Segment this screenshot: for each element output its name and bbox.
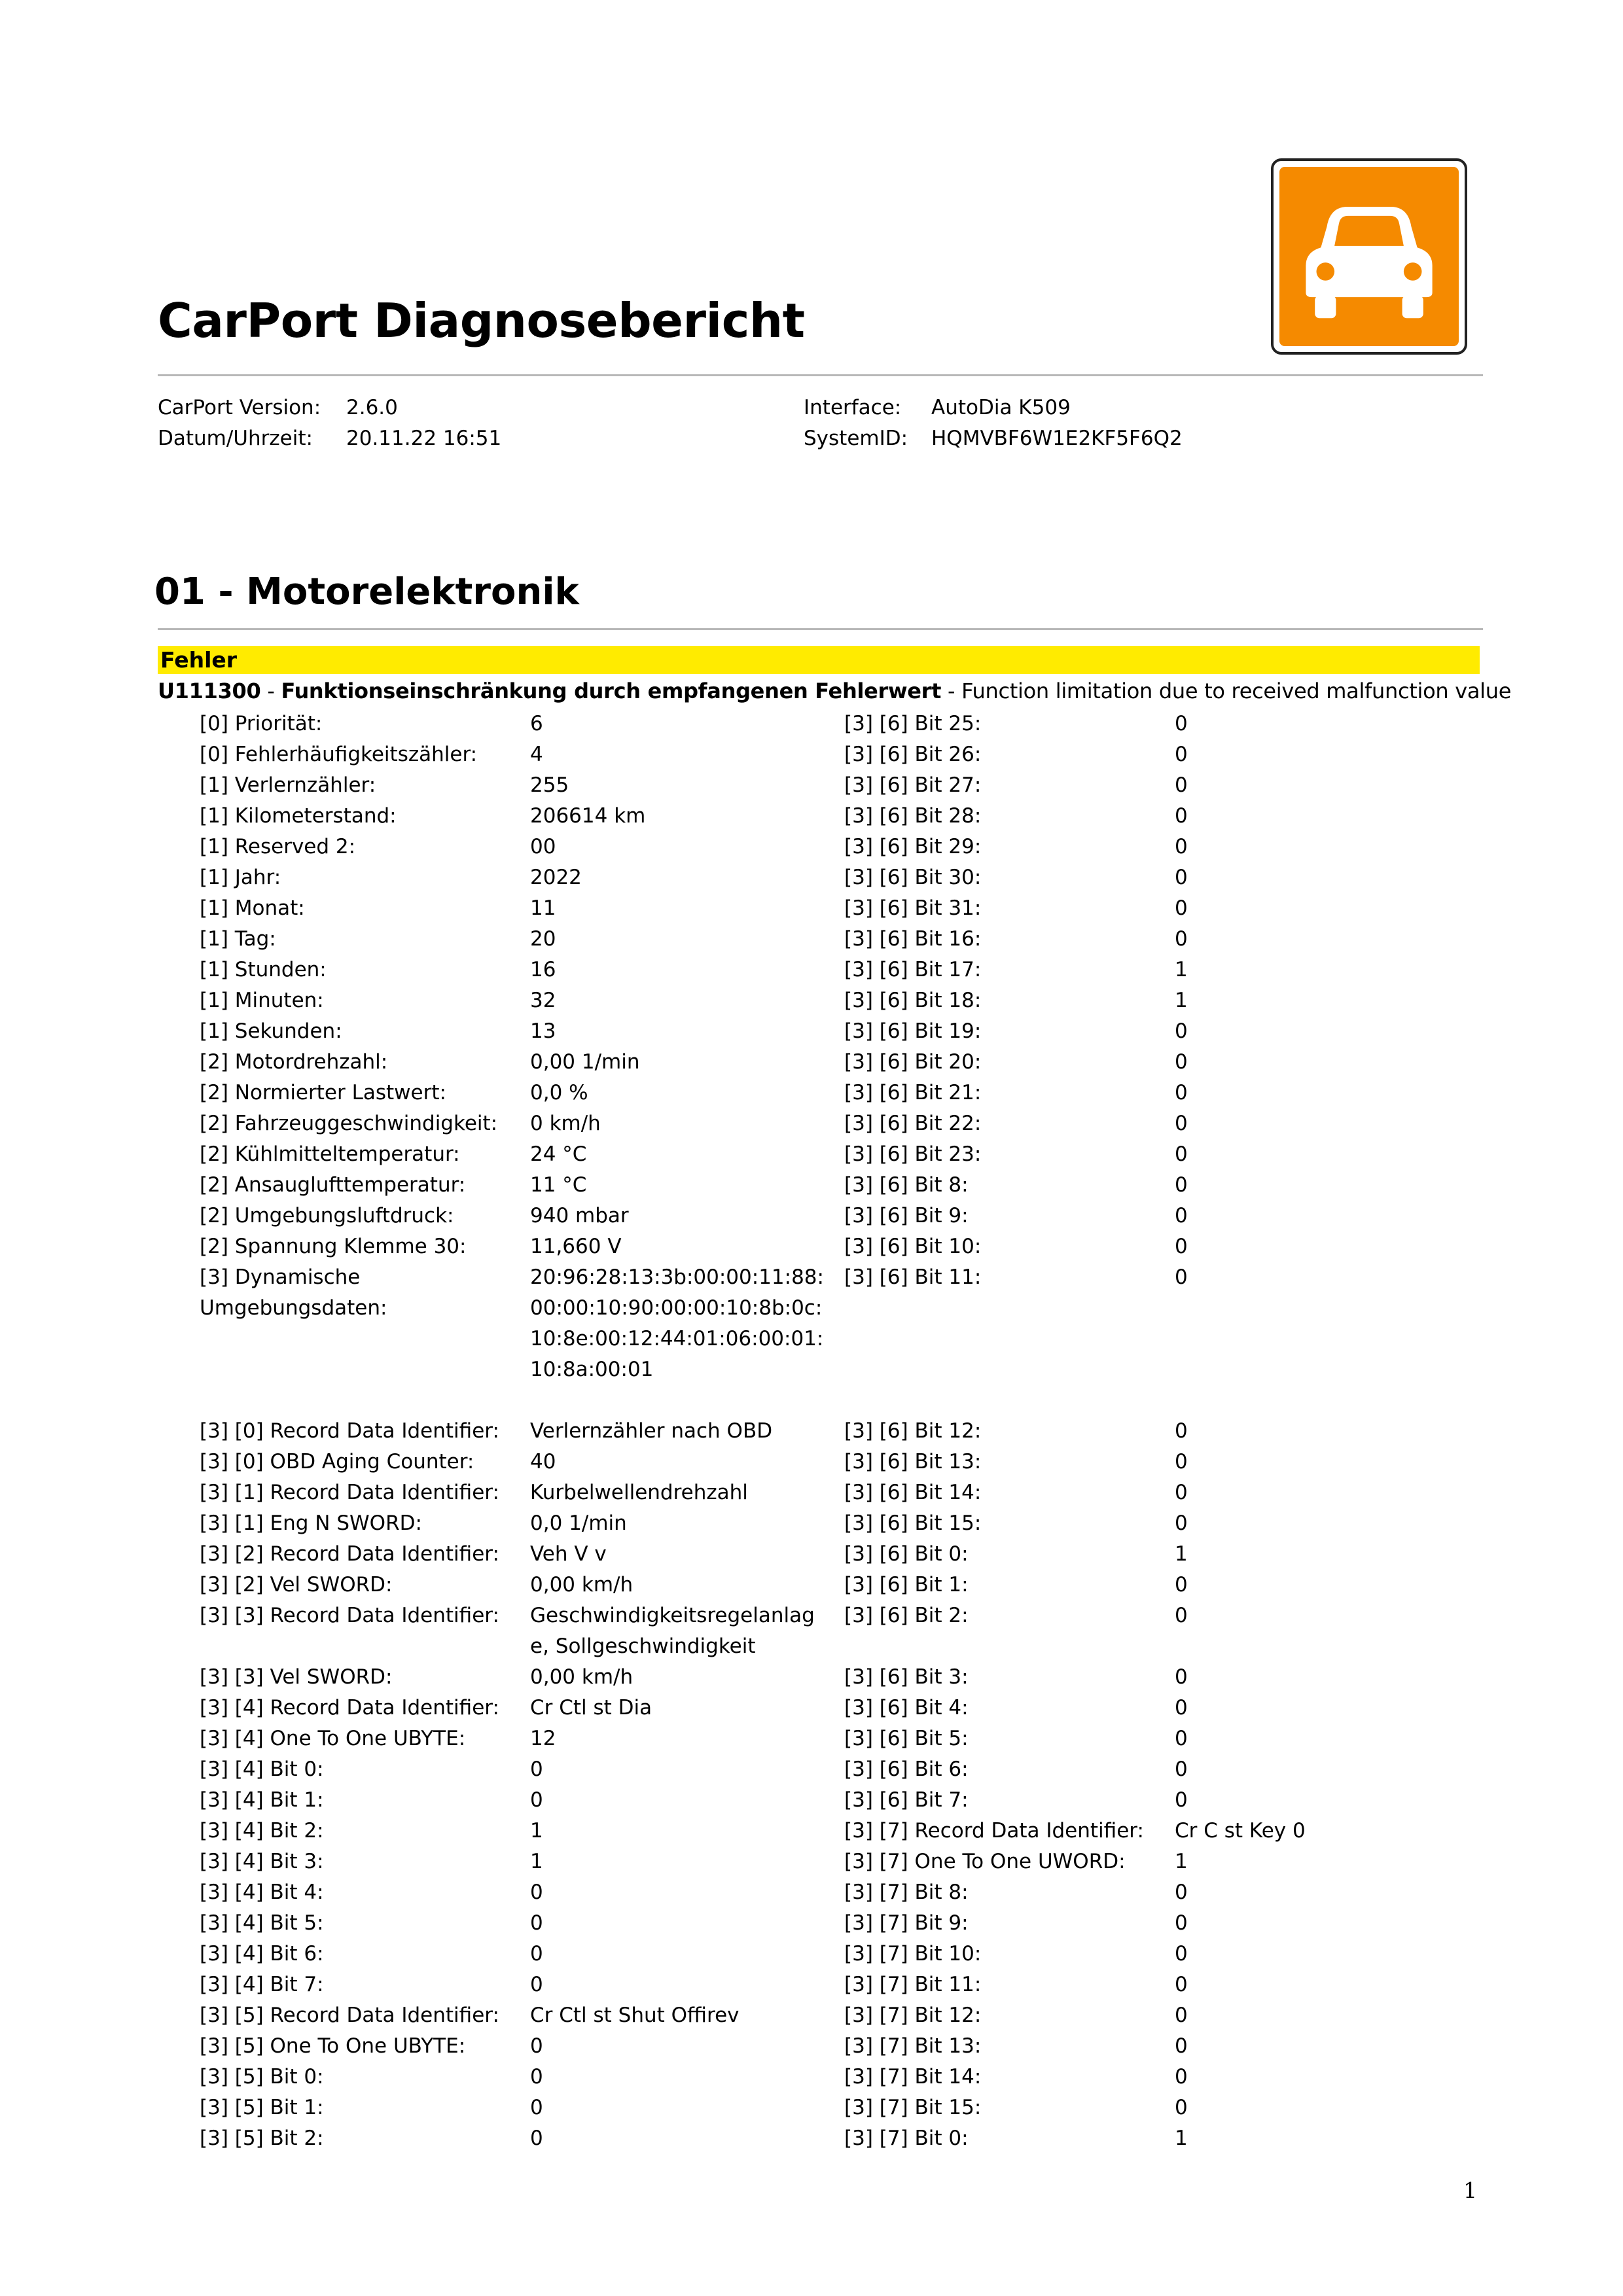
parameter-value: 255 <box>530 773 569 797</box>
parameter-value: 0 <box>1175 743 1188 766</box>
parameter-label: [3] [6] Bit 8: <box>844 1173 969 1197</box>
parameter-row <box>844 893 1450 924</box>
parameter-label: [3] [6] Bit 0: <box>844 1542 969 1566</box>
parameter-label: [3] [7] One To One UWORD: <box>844 1850 1126 1873</box>
carport-logo <box>1271 158 1467 355</box>
parameter-row <box>844 924 1450 955</box>
parameter-label: [3] [4] Record Data Identifier: <box>200 1696 499 1720</box>
parameter-label: [2] Normierter Lastwert: <box>200 1081 446 1104</box>
parameter-label: [3] [2] Vel SWORD: <box>200 1573 393 1597</box>
parameter-value: 1 <box>1175 958 1188 981</box>
parameter-value: 1 <box>530 1850 543 1873</box>
parameter-value: 20:96:28:13:3b:00:00:11:88:00:00:10:90:00:00:10:8b:0c:10:8e:00:12:44:01:06:00:01:10:8a:00:01 <box>530 1265 824 1381</box>
report-title: CarPort Diagnosebericht <box>158 293 805 348</box>
parameter-value: 0 <box>1175 773 1188 797</box>
parameter-value: 16 <box>530 958 556 981</box>
parameter-label: [3] [6] Bit 2: <box>844 1604 969 1627</box>
parameter-row <box>844 1108 1450 1139</box>
meta-value: HQMVBF6W1E2KF5F6Q2 <box>931 427 1183 450</box>
parameter-row <box>200 1416 831 1447</box>
car-icon <box>1294 181 1444 332</box>
parameter-label: [3] [5] Bit 2: <box>200 2127 324 2150</box>
parameter-row <box>844 832 1450 862</box>
parameter-row <box>844 2000 1450 2031</box>
parameter-row <box>200 1231 831 1262</box>
parameter-label: [2] Fahrzeuggeschwindigkeit: <box>200 1112 498 1135</box>
parameter-value: 0,00 km/h <box>530 1665 633 1689</box>
parameter-value: 0 <box>530 1757 543 1781</box>
parameter-label: [3] [7] Bit 0: <box>844 2127 969 2150</box>
parameter-label: [1] Stunden: <box>200 958 327 981</box>
parameter-label: [3] [6] Bit 9: <box>844 1204 969 1227</box>
parameter-label: [3] [5] One To One UBYTE: <box>200 2034 466 2058</box>
parameter-value: 32 <box>530 989 556 1012</box>
parameter-label: [1] Jahr: <box>200 866 281 889</box>
parameter-value: 0 <box>1175 1050 1188 1074</box>
parameter-row <box>200 1262 831 1416</box>
parameter-value: 0 <box>530 1881 543 1904</box>
parameter-label: [3] [6] Bit 4: <box>844 1696 969 1720</box>
parameter-row <box>844 1447 1450 1477</box>
parameter-label: [3] [6] Bit 30: <box>844 866 982 889</box>
parameter-row <box>200 2093 831 2123</box>
parameter-value: 940 mbar <box>530 1204 629 1227</box>
parameter-row <box>200 1969 831 2000</box>
parameter-label: [3] [6] Bit 1: <box>844 1573 969 1597</box>
parameter-label: [3] [7] Bit 14: <box>844 2065 982 2089</box>
parameter-value: 0 <box>1175 1419 1188 1443</box>
parameter-value: 0,00 1/min <box>530 1050 640 1074</box>
parameter-row <box>844 1816 1450 1846</box>
parameter-row <box>844 1939 1450 1969</box>
parameter-value: 11 °C <box>530 1173 587 1197</box>
parameter-value: 0 <box>1175 2065 1188 2089</box>
parameter-value: 0 <box>1175 1450 1188 1474</box>
parameter-row <box>844 770 1450 801</box>
parameter-value: 0 <box>530 2034 543 2058</box>
parameter-label: [3] [6] Bit 20: <box>844 1050 982 1074</box>
parameter-value: 20 <box>530 927 556 951</box>
parameter-row <box>200 739 831 770</box>
parameter-value: 0 <box>1175 1112 1188 1135</box>
parameter-value: 0,00 km/h <box>530 1573 633 1597</box>
parameter-row <box>200 1754 831 1785</box>
parameter-value: 0,0 % <box>530 1081 588 1104</box>
parameter-label: [0] Fehlerhäufigkeitszähler: <box>200 743 478 766</box>
parameter-value: 1 <box>530 1819 543 1843</box>
parameter-label: [3] [6] Bit 21: <box>844 1081 982 1104</box>
parameter-row <box>844 1662 1450 1693</box>
parameter-label: [3] [4] Bit 7: <box>200 1973 324 1996</box>
title-divider <box>158 374 1483 376</box>
meta-row-systemid <box>804 423 1183 454</box>
parameter-value: 0 <box>1175 1142 1188 1166</box>
parameter-row <box>200 1508 831 1539</box>
meta-row-datetime <box>158 423 501 454</box>
parameter-row <box>200 2123 831 2154</box>
parameter-label: [3] [6] Bit 26: <box>844 743 982 766</box>
parameter-value: 0 <box>530 1788 543 1812</box>
parameter-label: [3] [6] Bit 25: <box>844 712 982 735</box>
meta-label: CarPort Version: <box>158 396 321 419</box>
parameter-label: [2] Spannung Klemme 30: <box>200 1235 467 1258</box>
parameter-value: Verlernzähler nach OBD <box>530 1419 773 1443</box>
parameter-value: Cr Ctl st Shut Offirev <box>530 2004 740 2027</box>
parameter-label: [1] Minuten: <box>200 989 324 1012</box>
parameter-label: [2] Ansauglufttemperatur: <box>200 1173 466 1197</box>
parameter-value: 0 <box>530 1911 543 1935</box>
parameter-label: [3] [6] Bit 19: <box>844 1019 982 1043</box>
parameter-row <box>844 1754 1450 1785</box>
parameter-row <box>844 1969 1450 2000</box>
parameter-value: 0 <box>1175 1727 1188 1750</box>
parameter-label: [3] [4] One To One UBYTE: <box>200 1727 466 1750</box>
meta-left <box>158 393 501 454</box>
parameter-value: 13 <box>530 1019 556 1043</box>
parameter-row <box>844 1508 1450 1539</box>
parameter-row <box>844 1016 1450 1047</box>
parameter-row <box>200 1816 831 1846</box>
parameter-row <box>844 1570 1450 1600</box>
meta-label: Interface: <box>804 396 902 419</box>
parameter-row <box>844 1908 1450 1939</box>
fault-description <box>158 676 1512 707</box>
parameter-row <box>200 1539 831 1570</box>
parameter-value: Cr Ctl st Dia <box>530 1696 652 1720</box>
parameter-value: 0 <box>1175 1942 1188 1966</box>
parameter-value: 0 <box>1175 2034 1188 2058</box>
parameter-row <box>200 1662 831 1693</box>
parameter-row <box>844 739 1450 770</box>
parameter-label: [3] [4] Bit 4: <box>200 1881 324 1904</box>
parameter-value: 0 <box>1175 1265 1188 1289</box>
parameter-row <box>200 1570 831 1600</box>
parameter-value: 0 <box>1175 1573 1188 1597</box>
parameter-value: 0 <box>1175 1235 1188 1258</box>
parameter-row <box>844 1723 1450 1754</box>
parameter-value: 206614 km <box>530 804 646 828</box>
parameter-label: [3] [6] Bit 18: <box>844 989 982 1012</box>
parameter-row <box>844 1139 1450 1170</box>
fault-code: U111300 <box>158 679 261 703</box>
parameter-label: [3] [7] Bit 11: <box>844 1973 982 1996</box>
parameter-label: [3] [6] Bit 10: <box>844 1235 982 1258</box>
parameter-row <box>844 1047 1450 1078</box>
parameter-label: [3] [4] Bit 6: <box>200 1942 324 1966</box>
parameter-row <box>200 1693 831 1723</box>
parameter-value: 0 <box>1175 2096 1188 2119</box>
parameter-value: 12 <box>530 1727 556 1750</box>
parameter-value: 0 <box>1175 927 1188 951</box>
parameter-row <box>844 1877 1450 1908</box>
parameter-row <box>200 893 831 924</box>
parameter-row <box>200 1447 831 1477</box>
parameter-row <box>844 1416 1450 1447</box>
meta-value: 2.6.0 <box>346 396 398 419</box>
meta-value: 20.11.22 16:51 <box>346 427 502 450</box>
parameter-value: 0 <box>1175 1788 1188 1812</box>
parameter-value: 0 <box>1175 1973 1188 1996</box>
parameter-row <box>844 1693 1450 1723</box>
parameter-label: [1] Sekunden: <box>200 1019 342 1043</box>
parameter-row <box>844 862 1450 893</box>
parameter-label: [3] [6] Bit 22: <box>844 1112 982 1135</box>
parameter-value: 0 <box>1175 1665 1188 1689</box>
fault-english: Function limitation due to received malfunction value <box>961 679 1512 703</box>
parameter-value: 1 <box>1175 989 1188 1012</box>
meta-row-interface <box>804 393 1183 423</box>
parameter-value: 0 <box>530 2065 543 2089</box>
parameter-value: Kurbelwellendrehzahl <box>530 1481 748 1504</box>
section-divider <box>158 628 1483 630</box>
logo-background <box>1279 167 1459 346</box>
fault-separator: - <box>260 679 281 703</box>
parameter-row <box>200 1078 831 1108</box>
parameter-value: 0 <box>1175 896 1188 920</box>
parameter-label: [0] Priorität: <box>200 712 323 735</box>
parameter-label: [2] Motordrehzahl: <box>200 1050 388 1074</box>
parameter-value: 0 <box>1175 1881 1188 1904</box>
page-number: 1 <box>1463 2178 1477 2203</box>
parameter-value: 0 <box>530 1942 543 1966</box>
parameter-row <box>200 1201 831 1231</box>
parameter-row <box>844 955 1450 985</box>
parameter-row <box>200 1477 831 1508</box>
parameter-label: [3] [7] Bit 9: <box>844 1911 969 1935</box>
parameter-label: [3] [1] Eng N SWORD: <box>200 1511 422 1535</box>
parameter-row <box>844 1231 1450 1262</box>
parameter-label: [3] [0] OBD Aging Counter: <box>200 1450 474 1474</box>
parameter-row <box>844 1477 1450 1508</box>
parameter-value: 6 <box>530 712 543 735</box>
fault-name: Funktionseinschränkung durch empfangenen Fehlerwert <box>281 679 942 703</box>
parameter-label: [3] [5] Record Data Identifier: <box>200 2004 499 2027</box>
parameter-value: 1 <box>1175 2127 1188 2150</box>
parameter-label: [3] [6] Bit 28: <box>844 804 982 828</box>
parameter-label: [3] [6] Bit 6: <box>844 1757 969 1781</box>
parameter-label: [3] [7] Bit 10: <box>844 1942 982 1966</box>
parameter-label: [1] Verlernzähler: <box>200 773 376 797</box>
meta-value: AutoDia K509 <box>931 396 1071 419</box>
parameter-label: [3] [4] Bit 0: <box>200 1757 324 1781</box>
parameter-value: 0 <box>530 2096 543 2119</box>
parameter-value: 11 <box>530 896 556 920</box>
parameter-row <box>844 985 1450 1016</box>
parameter-label: [3] [4] Bit 5: <box>200 1911 324 1935</box>
fault-heading: Fehler <box>158 646 1480 674</box>
parameter-value: 0 <box>1175 1511 1188 1535</box>
parameter-label: [2] Kühlmitteltemperatur: <box>200 1142 460 1166</box>
parameter-value: 0 <box>1175 1204 1188 1227</box>
parameter-value: 0 <box>1175 1173 1188 1197</box>
parameter-row <box>200 955 831 985</box>
parameter-label: [3] [2] Record Data Identifier: <box>200 1542 499 1566</box>
parameter-row <box>844 1846 1450 1877</box>
parameter-label: [3] [7] Bit 15: <box>844 2096 982 2119</box>
parameter-label: [3] [6] Bit 23: <box>844 1142 982 1166</box>
parameter-value: 0 <box>1175 1481 1188 1504</box>
parameter-value: 0 <box>530 2127 543 2150</box>
parameter-label: [1] Tag: <box>200 927 276 951</box>
parameter-label: [3] [6] Bit 5: <box>844 1727 969 1750</box>
parameter-value: 0 km/h <box>530 1112 601 1135</box>
parameter-label: [3] [3] Record Data Identifier: <box>200 1604 499 1627</box>
parameter-row <box>200 1785 831 1816</box>
parameter-label: [3] [5] Bit 0: <box>200 2065 324 2089</box>
parameter-label: [3] [6] Bit 3: <box>844 1665 969 1689</box>
freeze-frame-left-column <box>200 709 831 2154</box>
parameter-row <box>200 862 831 893</box>
parameter-label: [1] Kilometerstand: <box>200 804 397 828</box>
parameter-label: [3] [7] Record Data Identifier: <box>844 1819 1144 1843</box>
parameter-value: 4 <box>530 743 543 766</box>
parameter-value: 0 <box>530 1973 543 1996</box>
parameter-row <box>200 2062 831 2093</box>
parameter-value: Geschwindigkeitsregelanlage, Sollgeschwindigkeit <box>530 1604 815 1658</box>
parameter-row <box>844 1539 1450 1570</box>
parameter-value: 24 °C <box>530 1142 587 1166</box>
parameter-label: [3] [6] Bit 13: <box>844 1450 982 1474</box>
parameter-value: 0 <box>1175 712 1188 735</box>
parameter-row <box>200 1846 831 1877</box>
parameter-label: [3] [6] Bit 29: <box>844 835 982 858</box>
parameter-label: [3] [6] Bit 15: <box>844 1511 982 1535</box>
parameter-row <box>844 1600 1450 1662</box>
parameter-row <box>200 832 831 862</box>
parameter-label: [3] [6] Bit 7: <box>844 1788 969 1812</box>
parameter-row <box>200 1723 831 1754</box>
parameter-label: [3] [6] Bit 16: <box>844 927 982 951</box>
parameter-row <box>200 770 831 801</box>
parameter-label: [3] [6] Bit 27: <box>844 773 982 797</box>
parameter-value: 0 <box>1175 2004 1188 2027</box>
parameter-row <box>200 1600 831 1662</box>
parameter-label: [3] [6] Bit 12: <box>844 1419 982 1443</box>
parameter-row <box>844 709 1450 739</box>
parameter-label: [3] [6] Bit 11: <box>844 1265 982 1289</box>
parameter-label: [3] [7] Bit 13: <box>844 2034 982 2058</box>
parameter-row <box>844 1785 1450 1816</box>
parameter-label: [3] [3] Vel SWORD: <box>200 1665 393 1689</box>
parameter-label: [3] [6] Bit 17: <box>844 958 982 981</box>
parameter-row <box>200 1939 831 1969</box>
parameter-value: Cr C st Key 0 <box>1175 1819 1306 1843</box>
section-title: 01 - Motorelektronik <box>154 571 579 613</box>
parameter-row <box>200 1016 831 1047</box>
parameter-value: 0 <box>1175 866 1188 889</box>
parameter-row <box>200 801 831 832</box>
parameter-label: [3] [0] Record Data Identifier: <box>200 1419 499 1443</box>
meta-label: SystemID: <box>804 427 908 450</box>
parameter-value: 1 <box>1175 1850 1188 1873</box>
parameter-row <box>200 2000 831 2031</box>
parameter-value: 0 <box>1175 835 1188 858</box>
parameter-row <box>844 2062 1450 2093</box>
parameter-row <box>200 1108 831 1139</box>
parameter-row <box>844 1201 1450 1231</box>
meta-label: Datum/Uhrzeit: <box>158 427 313 450</box>
fault-separator: - <box>941 679 962 703</box>
parameter-row <box>844 2123 1450 2154</box>
parameter-row <box>844 1170 1450 1201</box>
parameter-label: [3] [7] Bit 12: <box>844 2004 982 2027</box>
parameter-value: 0,0 1/min <box>530 1511 627 1535</box>
parameter-label: [2] Umgebungsluftdruck: <box>200 1204 454 1227</box>
parameter-row <box>844 2031 1450 2062</box>
parameter-row <box>200 1139 831 1170</box>
parameter-value: 0 <box>1175 1604 1188 1627</box>
parameter-value: 0 <box>1175 1696 1188 1720</box>
parameter-value: 1 <box>1175 1542 1188 1566</box>
parameter-value: 0 <box>1175 804 1188 828</box>
parameter-label: [3] [4] Bit 3: <box>200 1850 324 1873</box>
parameter-row <box>200 1877 831 1908</box>
parameter-row <box>844 2093 1450 2123</box>
parameter-row <box>844 801 1450 832</box>
parameter-label: [3] [4] Bit 2: <box>200 1819 324 1843</box>
parameter-row <box>200 1047 831 1078</box>
parameter-value: 0 <box>1175 1911 1188 1935</box>
parameter-label: [3] [5] Bit 1: <box>200 2096 324 2119</box>
parameter-row <box>200 1908 831 1939</box>
parameter-label: [3] [7] Bit 8: <box>844 1881 969 1904</box>
parameter-row <box>200 1170 831 1201</box>
parameter-value: 0 <box>1175 1757 1188 1781</box>
parameter-value: 2022 <box>530 866 582 889</box>
parameter-label: [3] [4] Bit 1: <box>200 1788 324 1812</box>
meta-right <box>804 393 1183 454</box>
parameter-row <box>844 1262 1450 1416</box>
parameter-label: [3] [6] Bit 14: <box>844 1481 982 1504</box>
parameter-label: [3] [6] Bit 31: <box>844 896 982 920</box>
parameter-label: [3] Dynamische Umgebungsdaten: <box>200 1265 387 1320</box>
parameter-row <box>844 1078 1450 1108</box>
parameter-label: [1] Monat: <box>200 896 305 920</box>
parameter-value: 40 <box>530 1450 556 1474</box>
freeze-frame-right-column <box>844 709 1450 2154</box>
parameter-row <box>200 924 831 955</box>
parameter-row <box>200 709 831 739</box>
parameter-label: [1] Reserved 2: <box>200 835 356 858</box>
parameter-value: 11,660 V <box>530 1235 622 1258</box>
parameter-value: Veh V v <box>530 1542 607 1566</box>
parameter-row <box>200 2031 831 2062</box>
parameter-value: 0 <box>1175 1019 1188 1043</box>
parameter-value: 0 <box>1175 1081 1188 1104</box>
parameter-label: [3] [1] Record Data Identifier: <box>200 1481 499 1504</box>
parameter-value: 00 <box>530 835 556 858</box>
parameter-row <box>200 985 831 1016</box>
meta-row-version <box>158 393 501 423</box>
